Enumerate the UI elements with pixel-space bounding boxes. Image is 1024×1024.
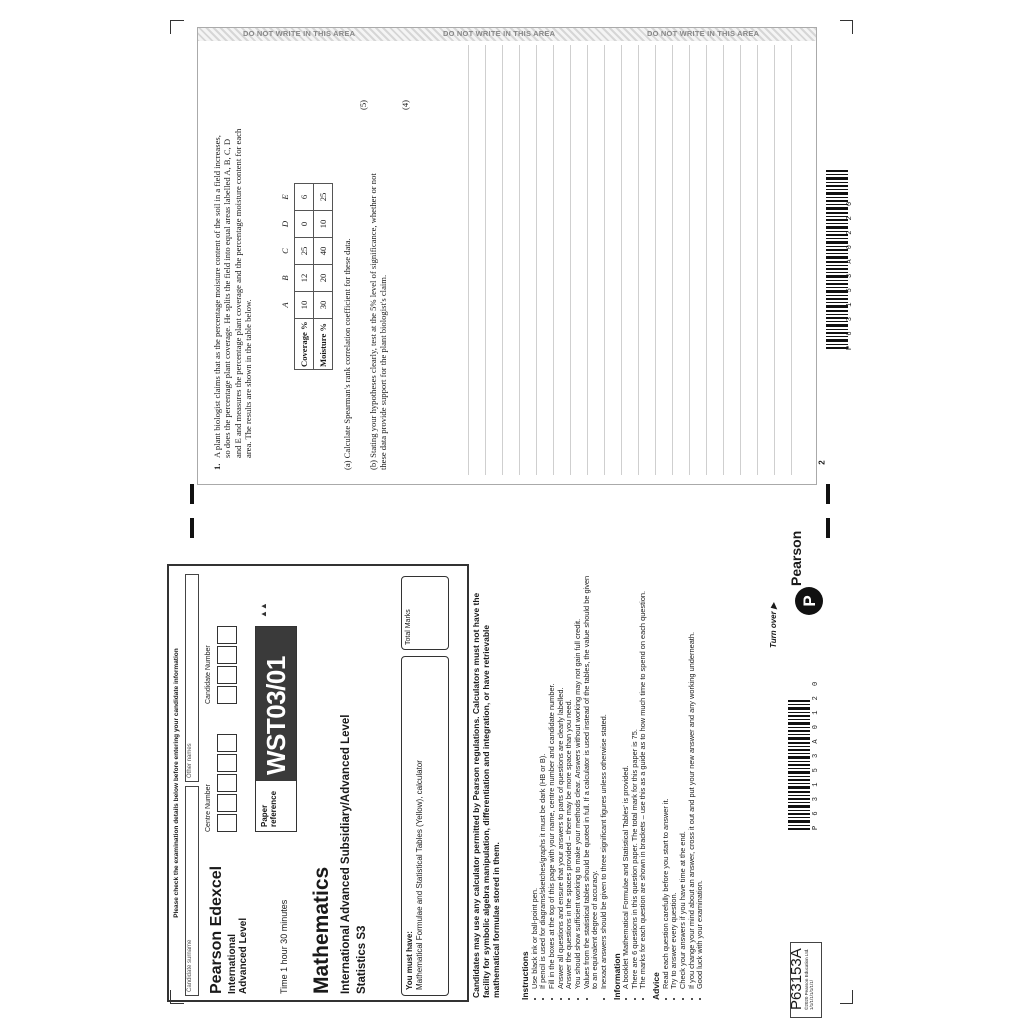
- subject: Mathematics: [310, 866, 333, 994]
- paper-reference: WST03/01: [256, 627, 296, 781]
- candidate-surname-field[interactable]: Candidate surname: [185, 786, 199, 996]
- pearson-logo: [788, 530, 828, 612]
- do-not-write-label: DO NOT WRITE IN THIS AREA: [443, 29, 556, 38]
- candidate-number-label: Candidate Number: [205, 645, 212, 704]
- list-item: • A booklet 'Mathematical Formulae and Statistical Tables' is provided.: [622, 572, 631, 989]
- table-cell: 40: [314, 238, 333, 265]
- crop-mark: [852, 990, 853, 1004]
- other-names-field[interactable]: Other names: [185, 574, 199, 782]
- list-item: • If pencil is used for diagrams/sketches/graphs it must be dark (HB or B).: [539, 572, 548, 989]
- arrow-right-icon: ▶: [769, 602, 778, 610]
- qualification: International Advanced Subsidiary/Advanced Level Statistics S3: [340, 714, 368, 994]
- pearson-p-icon: [794, 586, 824, 616]
- edge-mark: [826, 484, 830, 504]
- barcode: [788, 700, 810, 830]
- barcode-digits: P 6 3 1 5 3 A 0 1 2 0: [812, 678, 820, 830]
- area-header: B: [276, 265, 295, 292]
- barcode-digits: P 6 3 1 5 3 A 0 2 2 0: [846, 198, 854, 350]
- question-1: [200, 70, 460, 470]
- edge-mark: [190, 484, 194, 504]
- list-item: • You should show sufficient working to make your methods clear. Answers without working may not gain full credit.: [574, 572, 583, 989]
- information-title: Information: [611, 953, 622, 1000]
- table-cell: 30: [314, 292, 333, 319]
- cover-page: [165, 564, 805, 1004]
- question-number: 1.: [212, 463, 222, 470]
- list-item: • Read each question carefully before you start to answer it.: [662, 572, 671, 989]
- crop-mark: [852, 20, 853, 34]
- paper-code: P63153A: [788, 948, 805, 1010]
- centre-number-label: Centre Number: [205, 784, 212, 832]
- level: International Advanced Level: [227, 917, 249, 994]
- list-item: • Try to answer every question.: [670, 572, 679, 989]
- triangle-icon: ▲▲: [259, 602, 268, 618]
- crop-mark: [170, 20, 171, 34]
- edge-mark: [190, 518, 194, 538]
- publisher: Pearson: [788, 530, 804, 586]
- turn-over: Turn over ▶: [769, 602, 778, 648]
- crop-mark: [170, 20, 184, 21]
- list-item: • Use black ink or ball-point pen.: [531, 572, 540, 989]
- question-stem: A plant biologist claims that as the percentage moisture content of the soil in a field increases, so does the percentage plant coverage. He splits the field into equal areas labelled A, B, C, D and E and measures the percentage plant coverage and the percentage moisture content for each area. The results are shown in the table below.: [212, 128, 254, 458]
- crop-mark: [840, 20, 853, 21]
- do-not-write-label: DO NOT WRITE IN THIS AREA: [243, 29, 356, 38]
- list-item: • Check your answers if you have time at the end.: [679, 572, 688, 989]
- list-item: • Fill in the boxes at the top of this page with your name, centre number and candidate number.: [548, 572, 557, 989]
- area-header: E: [276, 184, 295, 211]
- barcode: [826, 170, 848, 350]
- area-header: A: [276, 292, 295, 319]
- table-cell: 25: [295, 238, 314, 265]
- instructions-title: Instructions: [520, 951, 530, 1000]
- brand-name: Pearson Edexcel: [208, 865, 225, 994]
- check-note: Please check the examination details below before entering your candidate information: [173, 648, 180, 918]
- table-cell: 0: [295, 211, 314, 238]
- list-item: • Values from the statistical tables should be quoted in full. If a calculator is used instead of the tables, the value should be given to an equivalent degree of accuracy.: [583, 572, 600, 989]
- crop-mark: [840, 1003, 853, 1004]
- part-a: (a) Calculate Spearman's rank correlation coefficient for these data.: [342, 238, 352, 470]
- svg-text:P: P: [800, 595, 819, 607]
- calculator-regulations: Candidates may use any calculator permitted by Pearson regulations. Calculators must not have the facility for symbolic algebra manipulation, differentiation and integration, or have retrievable mathematical formulae stored in them.: [471, 592, 502, 998]
- area-header: C: [276, 238, 295, 265]
- candidate-details-box: [167, 564, 469, 1002]
- row-label: Coverage %: [295, 319, 314, 370]
- part-b-marks: (4): [400, 99, 410, 110]
- table-cell: 10: [295, 292, 314, 319]
- list-item: • Answer all questions and ensure that your answers to parts of questions are clearly labelled.: [557, 572, 566, 989]
- paper-reference-box: [255, 626, 297, 832]
- advice-title: Advice: [651, 972, 662, 1000]
- table-cell: 20: [314, 265, 333, 292]
- answer-lines[interactable]: [452, 45, 804, 475]
- list-item: • If you change your mind about an answer, cross it out and put your new answer and any working underneath.: [688, 572, 697, 989]
- table-row: [314, 184, 333, 370]
- table-cell: 6: [295, 184, 314, 211]
- area-header: D: [276, 211, 295, 238]
- table-row: [295, 184, 314, 370]
- edge-mark: [826, 518, 830, 538]
- paper-code-block: [788, 948, 815, 1010]
- data-table: [276, 183, 333, 370]
- exam-time: Time 1 hour 30 minutes: [279, 899, 289, 994]
- do-not-write-label: DO NOT WRITE IN THIS AREA: [647, 29, 760, 38]
- part-b: (b) Stating your hypotheses clearly, test at the 5% level of significance, whether or not these data provide support for the plant biologist's claim.: [368, 173, 389, 470]
- you-must-have-box: You must have: Mathematical Formulae and Statistical Tables (Yellow), calculator: [401, 656, 449, 996]
- list-item: • Good luck with your examination.: [696, 572, 705, 989]
- table-cell: 10: [314, 211, 333, 238]
- paper-reference-label: Paper reference: [260, 790, 278, 827]
- list-item: • Inexact answers should be given to three significant figures unless otherwise stated.: [600, 572, 609, 989]
- candidate-number-boxes[interactable]: [217, 624, 237, 704]
- copyright: ©2020 Pearson Education Ltd. 1/1/1/1/1/1/1/1/: [804, 948, 814, 1010]
- total-marks-box: Total Marks: [401, 576, 449, 650]
- centre-number-boxes[interactable]: [217, 732, 237, 832]
- row-label: Moisture %: [314, 319, 333, 370]
- instructions-section: [517, 572, 705, 1000]
- list-item: • The marks for each question are shown in brackets – use this as a guide as to how much time to spend on each question.: [639, 572, 648, 989]
- part-a-marks: (5): [358, 99, 368, 110]
- list-item: • Answer the questions in the spaces provided – there may be more space than you need.: [565, 572, 574, 989]
- page-number: 2: [817, 460, 827, 465]
- table-cell: 12: [295, 265, 314, 292]
- table-cell: 25: [314, 184, 333, 211]
- list-item: • There are 6 questions in this question paper. The total mark for this paper is 75.: [631, 572, 640, 989]
